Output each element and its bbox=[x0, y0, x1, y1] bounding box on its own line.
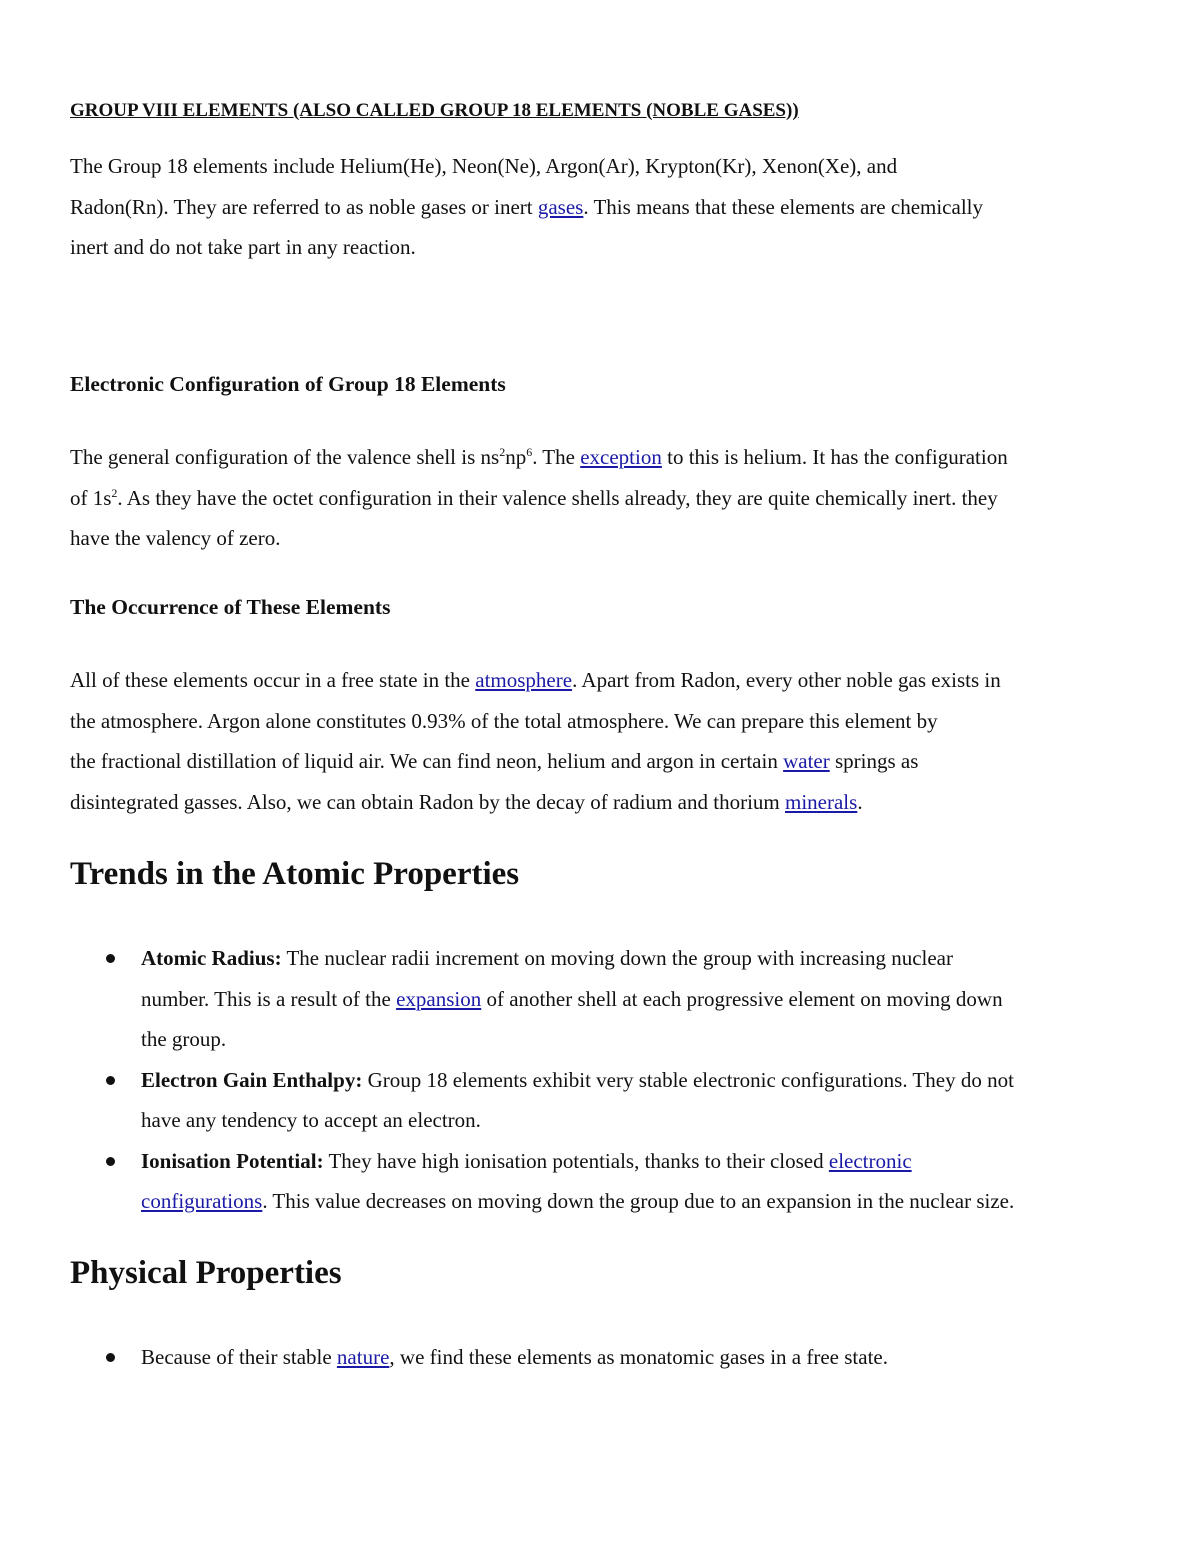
link-expansion[interactable]: expansion bbox=[396, 986, 482, 1011]
text: springs as bbox=[829, 749, 919, 773]
link-water[interactable]: water bbox=[783, 749, 830, 773]
link-electronic[interactable]: electronic bbox=[828, 1148, 912, 1173]
superscript: 2 bbox=[499, 445, 506, 459]
text: All of these elements occur in a free state in the bbox=[70, 668, 476, 692]
section-heading-occurrence: The Occurrence of These Elements bbox=[70, 595, 391, 619]
text: . Apart from Radon, every other noble gas exists in bbox=[572, 668, 1001, 692]
text: the group. bbox=[141, 1027, 227, 1051]
list-item bbox=[70, 1060, 1132, 1141]
text: have any tendency to accept an electron. bbox=[141, 1108, 481, 1132]
link-nature[interactable]: nature bbox=[336, 1345, 390, 1369]
section-heading-physical: Physical Properties bbox=[70, 1255, 342, 1291]
bullet-icon bbox=[106, 954, 115, 963]
intro-line: . This means that these elements are chemically bbox=[583, 194, 983, 219]
text: , we find these elements as monatomic gases in a free state. bbox=[389, 1345, 888, 1369]
bullet-icon bbox=[106, 1353, 115, 1362]
section-heading-configuration: Electronic Configuration of Group 18 Elements bbox=[70, 372, 506, 396]
list-item bbox=[70, 1337, 1132, 1378]
text: . This value decreases on moving down the group due to an expansion in the nuclear size. bbox=[262, 1189, 1015, 1213]
text: Group 18 elements exhibit very stable electronic configurations. They do not bbox=[362, 1067, 1014, 1092]
intro-line: Radon(Rn). They are referred to as noble gases or inert bbox=[70, 194, 538, 219]
list-item bbox=[70, 1141, 1132, 1222]
link-gases[interactable]: gases bbox=[537, 194, 584, 219]
text: The general configuration of the valence shell is ns bbox=[70, 445, 500, 469]
link-configurations[interactable]: configurations bbox=[141, 1189, 263, 1213]
configuration-paragraph bbox=[70, 437, 1132, 559]
text: have the valency of zero. bbox=[70, 526, 281, 550]
text: . The bbox=[532, 445, 581, 469]
superscript: 2 bbox=[111, 485, 118, 500]
text: of 1s bbox=[70, 485, 112, 510]
list-item bbox=[70, 938, 1132, 1060]
intro-line: inert and do not take part in any reaction. bbox=[70, 235, 416, 259]
superscript: 6 bbox=[526, 445, 533, 459]
physical-list bbox=[70, 1337, 1132, 1378]
item-label: Ionisation Potential: bbox=[141, 1148, 324, 1173]
intro-line: The Group 18 elements include Helium(He), Neon(Ne), Argon(Ar), Krypton(Kr), Xenon(Xe), and bbox=[70, 154, 898, 178]
text: disintegrated gasses. Also, we can obtain Radon by the decay of radium and thorium bbox=[70, 789, 785, 814]
bullet-icon bbox=[106, 1157, 115, 1166]
text: np bbox=[505, 445, 527, 469]
item-label: Electron Gain Enthalpy: bbox=[141, 1067, 363, 1092]
text: to this is helium. It has the configuration bbox=[661, 445, 1008, 469]
text: . As they have the octet configuration in their valence shells already, they are quite chemically inert. they bbox=[117, 485, 998, 510]
item-label: Atomic Radius: bbox=[141, 946, 282, 970]
occurrence-paragraph bbox=[70, 660, 1132, 822]
link-exception[interactable]: exception bbox=[580, 445, 662, 469]
text: of another shell at each progressive element on moving down bbox=[481, 986, 1003, 1011]
text: They have high ionisation potentials, thanks to their closed bbox=[323, 1148, 829, 1173]
bullet-icon bbox=[106, 1076, 115, 1085]
section-heading-trends: Trends in the Atomic Properties bbox=[70, 856, 520, 892]
text: Because of their stable bbox=[141, 1345, 337, 1369]
intro-paragraph bbox=[70, 146, 1132, 268]
link-atmosphere[interactable]: atmosphere bbox=[475, 668, 573, 692]
text: . bbox=[857, 789, 863, 814]
text: the atmosphere. Argon alone constitutes 0.93% of the total atmosphere. We can prepare this element by bbox=[70, 708, 938, 733]
link-minerals[interactable]: minerals bbox=[785, 789, 858, 814]
page-title: GROUP VIII ELEMENTS (ALSO CALLED GROUP 18 ELEMENTS (NOBLE GASES)) bbox=[70, 100, 799, 121]
trends-list bbox=[70, 938, 1132, 1222]
text: number. This is a result of the bbox=[141, 986, 397, 1011]
text: the fractional distillation of liquid air. We can find neon, helium and argon in certain bbox=[70, 749, 784, 773]
text: The nuclear radii increment on moving down the group with increasing nuclear bbox=[281, 946, 953, 970]
